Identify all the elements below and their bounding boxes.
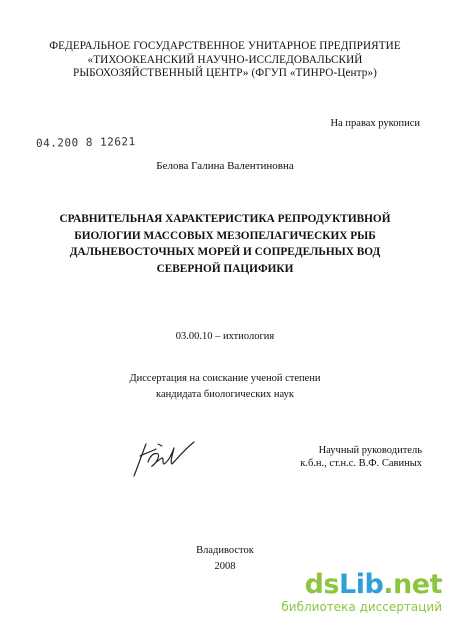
handwritten-signature	[128, 432, 198, 482]
watermark-logo	[227, 570, 442, 600]
specialty-code: 03.00.10 – ихтиология	[175, 331, 275, 342]
watermark-logo-lib: Lib	[339, 569, 384, 600]
title-line-3: ДАЛЬНЕВОСТОЧНЫХ МОРЕЙ И СОПРЕДЕЛЬНЫХ ВОД	[69, 246, 381, 258]
supervisor-line-1: Научный руководитель	[318, 445, 422, 456]
watermark-tagline: библиотека диссертаций	[281, 600, 442, 614]
organization-line-3: РЫБОХОЗЯЙСТВЕННЫЙ ЦЕНТР» (ФГУП «ТИНРО-Центр»)	[73, 67, 377, 79]
watermark-logo-ds: ds	[304, 569, 339, 600]
degree-line-1: Диссертация на соискание ученой степени	[129, 373, 321, 384]
organization-line-2: «ТИХООКЕАНСКИЙ НАУЧНО-ИССЛЕДОВАЛЬСКИЙ	[87, 53, 363, 66]
manuscript-note: На правах рукописи	[330, 118, 420, 129]
title-line-4: СЕВЕРНОЙ ПАЦИФИКИ	[156, 262, 294, 275]
scientific-supervisor	[300, 444, 422, 470]
title-line-2: БИОЛОГИИ МАССОВЫХ МЕЗОПЕЛАГИЧЕСКИХ РЫБ	[74, 229, 376, 242]
dissertation-title	[30, 211, 420, 277]
registration-stamp-number: 04.200 8 12621	[35, 135, 136, 150]
city: Владивосток	[196, 545, 254, 556]
degree-statement	[0, 371, 450, 403]
supervisor-line-2: к.б.н., ст.н.с. В.Ф. Савиных	[300, 458, 422, 469]
organization-line-1: ФЕДЕРАЛЬНОЕ ГОСУДАРСТВЕННОЕ УНИТАРНОЕ ПРЕДПРИЯТИЕ	[49, 40, 401, 52]
year: 2008	[214, 561, 236, 572]
organization-header	[40, 40, 410, 81]
degree-line-2: кандидата биологических наук	[156, 389, 294, 400]
watermark-logo-net: .net	[383, 569, 442, 600]
title-line-1: СРАВНИТЕЛЬНАЯ ХАРАКТЕРИСТИКА РЕПРОДУКТИВНОЙ	[59, 213, 391, 225]
author-name: Белова Галина Валентиновна	[156, 160, 294, 172]
dslib-watermark	[227, 570, 442, 616]
